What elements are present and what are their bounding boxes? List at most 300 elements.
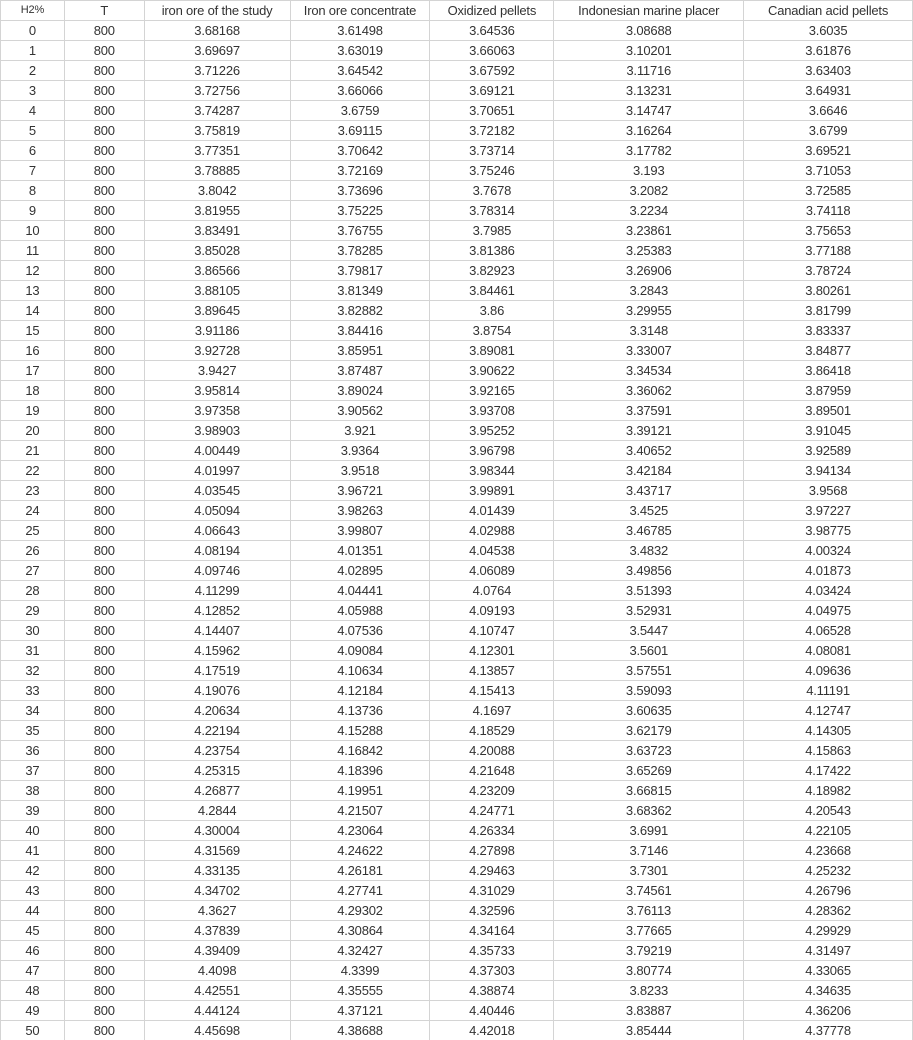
table-cell[interactable]: 800: [64, 581, 144, 601]
table-cell[interactable]: 49: [1, 1001, 65, 1021]
table-cell[interactable]: 4.32427: [290, 941, 430, 961]
table-cell[interactable]: 3.75819: [144, 121, 290, 141]
table-cell[interactable]: 3.52931: [554, 601, 744, 621]
table-cell[interactable]: 800: [64, 741, 144, 761]
table-cell[interactable]: 5: [1, 121, 65, 141]
table-cell[interactable]: 3.7301: [554, 861, 744, 881]
table-cell[interactable]: 4.16842: [290, 741, 430, 761]
table-cell[interactable]: 48: [1, 981, 65, 1001]
table-cell[interactable]: 3.86: [430, 301, 554, 321]
table-cell[interactable]: 3.93708: [430, 401, 554, 421]
table-cell[interactable]: 19: [1, 401, 65, 421]
table-cell[interactable]: 4.37121: [290, 1001, 430, 1021]
table-cell[interactable]: 800: [64, 441, 144, 461]
table-cell[interactable]: 4.15413: [430, 681, 554, 701]
table-cell[interactable]: 800: [64, 681, 144, 701]
table-cell[interactable]: 4.08194: [144, 541, 290, 561]
table-cell[interactable]: 800: [64, 241, 144, 261]
table-cell[interactable]: 4.23668: [744, 841, 913, 861]
table-cell[interactable]: 4.2844: [144, 801, 290, 821]
table-cell[interactable]: 800: [64, 521, 144, 541]
table-cell[interactable]: 3.14747: [554, 101, 744, 121]
table-cell[interactable]: 10: [1, 221, 65, 241]
table-cell[interactable]: 3.67592: [430, 61, 554, 81]
table-cell[interactable]: 3.34534: [554, 361, 744, 381]
table-cell[interactable]: 3.94134: [744, 461, 913, 481]
table-cell[interactable]: 4.18529: [430, 721, 554, 741]
table-cell[interactable]: 800: [64, 121, 144, 141]
table-cell[interactable]: 3.10201: [554, 41, 744, 61]
table-cell[interactable]: 800: [64, 381, 144, 401]
table-cell[interactable]: 800: [64, 281, 144, 301]
table-cell[interactable]: 47: [1, 961, 65, 981]
table-cell[interactable]: 4.02895: [290, 561, 430, 581]
table-cell[interactable]: 3.72182: [430, 121, 554, 141]
table-cell[interactable]: 800: [64, 361, 144, 381]
table-cell[interactable]: 3.74287: [144, 101, 290, 121]
table-cell[interactable]: 38: [1, 781, 65, 801]
table-cell[interactable]: 3.51393: [554, 581, 744, 601]
table-cell[interactable]: 41: [1, 841, 65, 861]
table-cell[interactable]: 4.18396: [290, 761, 430, 781]
table-cell[interactable]: 3.61876: [744, 41, 913, 61]
table-cell[interactable]: 4.29302: [290, 901, 430, 921]
table-cell[interactable]: 3.79219: [554, 941, 744, 961]
table-cell[interactable]: 3.71053: [744, 161, 913, 181]
table-cell[interactable]: 4.39409: [144, 941, 290, 961]
table-cell[interactable]: 27: [1, 561, 65, 581]
table-cell[interactable]: 800: [64, 881, 144, 901]
table-cell[interactable]: 4.24771: [430, 801, 554, 821]
table-cell[interactable]: 22: [1, 461, 65, 481]
table-cell[interactable]: 3.72756: [144, 81, 290, 101]
table-cell[interactable]: 3.97358: [144, 401, 290, 421]
table-cell[interactable]: 4.01351: [290, 541, 430, 561]
header-cell-iron-ore-of-study[interactable]: iron ore of the study: [144, 1, 290, 21]
table-cell[interactable]: 3.7985: [430, 221, 554, 241]
table-cell[interactable]: 20: [1, 421, 65, 441]
table-cell[interactable]: 3.81955: [144, 201, 290, 221]
table-cell[interactable]: 40: [1, 821, 65, 841]
table-cell[interactable]: 3.79817: [290, 261, 430, 281]
table-cell[interactable]: 3.08688: [554, 21, 744, 41]
table-cell[interactable]: 800: [64, 621, 144, 641]
table-cell[interactable]: 3.11716: [554, 61, 744, 81]
table-cell[interactable]: 4.02988: [430, 521, 554, 541]
table-cell[interactable]: 3.63019: [290, 41, 430, 61]
table-cell[interactable]: 3.90622: [430, 361, 554, 381]
table-cell[interactable]: 3.69697: [144, 41, 290, 61]
table-cell[interactable]: 4.06528: [744, 621, 913, 641]
table-cell[interactable]: 4.45698: [144, 1021, 290, 1040]
table-cell[interactable]: 4.17519: [144, 661, 290, 681]
table-cell[interactable]: 23: [1, 481, 65, 501]
table-cell[interactable]: 800: [64, 341, 144, 361]
table-cell[interactable]: 3.78885: [144, 161, 290, 181]
table-cell[interactable]: 4.42018: [430, 1021, 554, 1040]
table-cell[interactable]: 3.36062: [554, 381, 744, 401]
table-cell[interactable]: 3.96721: [290, 481, 430, 501]
table-cell[interactable]: 3.29955: [554, 301, 744, 321]
table-cell[interactable]: 3.80261: [744, 281, 913, 301]
table-cell[interactable]: 3.98775: [744, 521, 913, 541]
table-cell[interactable]: 3.77665: [554, 921, 744, 941]
table-cell[interactable]: 4.28362: [744, 901, 913, 921]
table-cell[interactable]: 3.70642: [290, 141, 430, 161]
table-cell[interactable]: 4.34635: [744, 981, 913, 1001]
table-cell[interactable]: 4.33065: [744, 961, 913, 981]
table-cell[interactable]: 4.42551: [144, 981, 290, 1001]
table-cell[interactable]: 4.32596: [430, 901, 554, 921]
table-cell[interactable]: 39: [1, 801, 65, 821]
table-cell[interactable]: 4.20634: [144, 701, 290, 721]
table-cell[interactable]: 800: [64, 601, 144, 621]
table-cell[interactable]: 800: [64, 501, 144, 521]
table-cell[interactable]: 3.69121: [430, 81, 554, 101]
table-cell[interactable]: 7: [1, 161, 65, 181]
table-cell[interactable]: 3.99891: [430, 481, 554, 501]
table-cell[interactable]: 3.4832: [554, 541, 744, 561]
table-cell[interactable]: 3.42184: [554, 461, 744, 481]
table-cell[interactable]: 4.05988: [290, 601, 430, 621]
table-cell[interactable]: 3.78314: [430, 201, 554, 221]
table-cell[interactable]: 3.95814: [144, 381, 290, 401]
table-cell[interactable]: 3.9364: [290, 441, 430, 461]
table-cell[interactable]: 3.86566: [144, 261, 290, 281]
table-cell[interactable]: 800: [64, 941, 144, 961]
header-cell-h2[interactable]: H2%: [1, 1, 65, 21]
table-cell[interactable]: 800: [64, 981, 144, 1001]
header-cell-oxidized-pellets[interactable]: Oxidized pellets: [430, 1, 554, 21]
table-cell[interactable]: 4.27898: [430, 841, 554, 861]
table-cell[interactable]: 4.03545: [144, 481, 290, 501]
table-cell[interactable]: 4.06643: [144, 521, 290, 541]
table-cell[interactable]: 3.63723: [554, 741, 744, 761]
table-cell[interactable]: 4.40446: [430, 1001, 554, 1021]
table-cell[interactable]: 3.76113: [554, 901, 744, 921]
table-cell[interactable]: 46: [1, 941, 65, 961]
table-cell[interactable]: 3.33007: [554, 341, 744, 361]
table-cell[interactable]: 3.90562: [290, 401, 430, 421]
table-cell[interactable]: 3.5447: [554, 621, 744, 641]
table-cell[interactable]: 3.63403: [744, 61, 913, 81]
table-cell[interactable]: 43: [1, 881, 65, 901]
table-cell[interactable]: 36: [1, 741, 65, 761]
table-cell[interactable]: 800: [64, 161, 144, 181]
table-cell[interactable]: 800: [64, 541, 144, 561]
table-cell[interactable]: 13: [1, 281, 65, 301]
table-cell[interactable]: 800: [64, 261, 144, 281]
table-cell[interactable]: 4.04975: [744, 601, 913, 621]
table-cell[interactable]: 14: [1, 301, 65, 321]
table-cell[interactable]: 4.15962: [144, 641, 290, 661]
table-cell[interactable]: 3.62179: [554, 721, 744, 741]
table-cell[interactable]: 0: [1, 21, 65, 41]
table-cell[interactable]: 4.18982: [744, 781, 913, 801]
table-cell[interactable]: 4.30864: [290, 921, 430, 941]
table-cell[interactable]: 4.37839: [144, 921, 290, 941]
table-cell[interactable]: 4.0764: [430, 581, 554, 601]
table-cell[interactable]: 3.65269: [554, 761, 744, 781]
table-cell[interactable]: 3.98903: [144, 421, 290, 441]
table-cell[interactable]: 4.01439: [430, 501, 554, 521]
table-cell[interactable]: 4.03424: [744, 581, 913, 601]
table-cell[interactable]: 4.37778: [744, 1021, 913, 1040]
table-cell[interactable]: 800: [64, 841, 144, 861]
table-cell[interactable]: 4.11191: [744, 681, 913, 701]
table-cell[interactable]: 4.13736: [290, 701, 430, 721]
table-cell[interactable]: 3.37591: [554, 401, 744, 421]
table-cell[interactable]: 800: [64, 81, 144, 101]
table-cell[interactable]: 800: [64, 661, 144, 681]
table-cell[interactable]: 3.97227: [744, 501, 913, 521]
table-cell[interactable]: 3.92165: [430, 381, 554, 401]
table-cell[interactable]: 4.38688: [290, 1021, 430, 1040]
table-cell[interactable]: 17: [1, 361, 65, 381]
table-cell[interactable]: 3.7146: [554, 841, 744, 861]
table-cell[interactable]: 4.00324: [744, 541, 913, 561]
table-cell[interactable]: 4.31569: [144, 841, 290, 861]
table-cell[interactable]: 4.06089: [430, 561, 554, 581]
table-cell[interactable]: 3.9427: [144, 361, 290, 381]
table-cell[interactable]: 3.66066: [290, 81, 430, 101]
table-cell[interactable]: 800: [64, 41, 144, 61]
table-cell[interactable]: 3.91045: [744, 421, 913, 441]
table-cell[interactable]: 3.87487: [290, 361, 430, 381]
table-cell[interactable]: 3.86418: [744, 361, 913, 381]
header-cell-canadian-acid-pellets[interactable]: Canadian acid pellets: [744, 1, 913, 21]
table-cell[interactable]: 3.75653: [744, 221, 913, 241]
table-cell[interactable]: 26: [1, 541, 65, 561]
table-cell[interactable]: 3.70651: [430, 101, 554, 121]
table-cell[interactable]: 35: [1, 721, 65, 741]
table-cell[interactable]: 3.17782: [554, 141, 744, 161]
table-cell[interactable]: 800: [64, 221, 144, 241]
table-cell[interactable]: 3.6646: [744, 101, 913, 121]
table-cell[interactable]: 4.23754: [144, 741, 290, 761]
table-cell[interactable]: 4.26796: [744, 881, 913, 901]
table-cell[interactable]: 800: [64, 781, 144, 801]
table-cell[interactable]: 3.8233: [554, 981, 744, 1001]
table-cell[interactable]: 50: [1, 1021, 65, 1040]
table-cell[interactable]: 4.35555: [290, 981, 430, 1001]
table-cell[interactable]: 3.46785: [554, 521, 744, 541]
table-cell[interactable]: 4.14305: [744, 721, 913, 741]
table-cell[interactable]: 3.64536: [430, 21, 554, 41]
table-cell[interactable]: 3.8042: [144, 181, 290, 201]
table-cell[interactable]: 29: [1, 601, 65, 621]
table-cell[interactable]: 4.23064: [290, 821, 430, 841]
table-cell[interactable]: 4.04538: [430, 541, 554, 561]
table-cell[interactable]: 4.19076: [144, 681, 290, 701]
table-cell[interactable]: 3.25383: [554, 241, 744, 261]
table-cell[interactable]: 45: [1, 921, 65, 941]
table-cell[interactable]: 3.80774: [554, 961, 744, 981]
table-cell[interactable]: 28: [1, 581, 65, 601]
table-cell[interactable]: 4.37303: [430, 961, 554, 981]
table-cell[interactable]: 3.85951: [290, 341, 430, 361]
table-cell[interactable]: 4.29929: [744, 921, 913, 941]
table-cell[interactable]: 4.04441: [290, 581, 430, 601]
table-cell[interactable]: 3.81349: [290, 281, 430, 301]
table-cell[interactable]: 4.25315: [144, 761, 290, 781]
table-cell[interactable]: 3.2843: [554, 281, 744, 301]
table-cell[interactable]: 800: [64, 201, 144, 221]
table-cell[interactable]: 4.15863: [744, 741, 913, 761]
table-cell[interactable]: 4.36206: [744, 1001, 913, 1021]
table-cell[interactable]: 800: [64, 421, 144, 441]
table-cell[interactable]: 3.60635: [554, 701, 744, 721]
table-cell[interactable]: 4.21507: [290, 801, 430, 821]
table-cell[interactable]: 4.08081: [744, 641, 913, 661]
table-cell[interactable]: 800: [64, 1021, 144, 1040]
table-cell[interactable]: 4.10634: [290, 661, 430, 681]
table-cell[interactable]: 3.6035: [744, 21, 913, 41]
table-cell[interactable]: 4.12184: [290, 681, 430, 701]
table-cell[interactable]: 25: [1, 521, 65, 541]
table-cell[interactable]: 800: [64, 21, 144, 41]
table-cell[interactable]: 3.81386: [430, 241, 554, 261]
table-cell[interactable]: 4.01873: [744, 561, 913, 581]
table-cell[interactable]: 3.92728: [144, 341, 290, 361]
table-cell[interactable]: 3.43717: [554, 481, 744, 501]
table-cell[interactable]: 18: [1, 381, 65, 401]
table-cell[interactable]: 3.57551: [554, 661, 744, 681]
table-cell[interactable]: 4.25232: [744, 861, 913, 881]
table-cell[interactable]: 800: [64, 721, 144, 741]
table-cell[interactable]: 42: [1, 861, 65, 881]
table-cell[interactable]: 800: [64, 101, 144, 121]
table-cell[interactable]: 800: [64, 921, 144, 941]
table-cell[interactable]: 4.09084: [290, 641, 430, 661]
table-cell[interactable]: 33: [1, 681, 65, 701]
table-cell[interactable]: 3.2234: [554, 201, 744, 221]
table-cell[interactable]: 4.05094: [144, 501, 290, 521]
table-cell[interactable]: 4.35733: [430, 941, 554, 961]
table-cell[interactable]: 3.5601: [554, 641, 744, 661]
table-cell[interactable]: 4.12301: [430, 641, 554, 661]
table-cell[interactable]: 4.1697: [430, 701, 554, 721]
table-cell[interactable]: 3.77351: [144, 141, 290, 161]
table-cell[interactable]: 3.3148: [554, 321, 744, 341]
table-cell[interactable]: 9: [1, 201, 65, 221]
table-cell[interactable]: 4.12747: [744, 701, 913, 721]
table-cell[interactable]: 4.31497: [744, 941, 913, 961]
table-cell[interactable]: 3.96798: [430, 441, 554, 461]
table-cell[interactable]: 800: [64, 641, 144, 661]
table-cell[interactable]: 4.26877: [144, 781, 290, 801]
table-cell[interactable]: 4.27741: [290, 881, 430, 901]
table-cell[interactable]: 3.921: [290, 421, 430, 441]
table-cell[interactable]: 3.6799: [744, 121, 913, 141]
header-cell-iron-ore-concentrate[interactable]: Iron ore concentrate: [290, 1, 430, 21]
table-cell[interactable]: 3.6759: [290, 101, 430, 121]
table-cell[interactable]: 800: [64, 821, 144, 841]
table-cell[interactable]: 3.68168: [144, 21, 290, 41]
table-cell[interactable]: 4.29463: [430, 861, 554, 881]
table-cell[interactable]: 3.91186: [144, 321, 290, 341]
table-cell[interactable]: 4.44124: [144, 1001, 290, 1021]
table-cell[interactable]: 3.23861: [554, 221, 744, 241]
table-cell[interactable]: 800: [64, 401, 144, 421]
table-cell[interactable]: 800: [64, 901, 144, 921]
table-cell[interactable]: 3.85444: [554, 1021, 744, 1040]
table-cell[interactable]: 44: [1, 901, 65, 921]
table-cell[interactable]: 3.59093: [554, 681, 744, 701]
table-cell[interactable]: 2: [1, 61, 65, 81]
table-cell[interactable]: 4.33135: [144, 861, 290, 881]
table-cell[interactable]: 3.89024: [290, 381, 430, 401]
table-cell[interactable]: 3.82923: [430, 261, 554, 281]
table-cell[interactable]: 4.26181: [290, 861, 430, 881]
table-cell[interactable]: 3.73696: [290, 181, 430, 201]
table-cell[interactable]: 3.69521: [744, 141, 913, 161]
table-cell[interactable]: 4.21648: [430, 761, 554, 781]
table-cell[interactable]: 4.09746: [144, 561, 290, 581]
table-cell[interactable]: 3.85028: [144, 241, 290, 261]
table-cell[interactable]: 800: [64, 301, 144, 321]
table-cell[interactable]: 4.23209: [430, 781, 554, 801]
table-cell[interactable]: 4.17422: [744, 761, 913, 781]
table-cell[interactable]: 4.30004: [144, 821, 290, 841]
table-cell[interactable]: 3.72585: [744, 181, 913, 201]
table-cell[interactable]: 15: [1, 321, 65, 341]
table-cell[interactable]: 4.26334: [430, 821, 554, 841]
table-cell[interactable]: 3.26906: [554, 261, 744, 281]
table-cell[interactable]: 3.66815: [554, 781, 744, 801]
table-cell[interactable]: 12: [1, 261, 65, 281]
table-cell[interactable]: 24: [1, 501, 65, 521]
table-cell[interactable]: 3.89645: [144, 301, 290, 321]
table-cell[interactable]: 3.40652: [554, 441, 744, 461]
table-cell[interactable]: 800: [64, 461, 144, 481]
table-cell[interactable]: 4.31029: [430, 881, 554, 901]
table-cell[interactable]: 4.00449: [144, 441, 290, 461]
table-cell[interactable]: 3.99807: [290, 521, 430, 541]
table-cell[interactable]: 8: [1, 181, 65, 201]
table-cell[interactable]: 3.64542: [290, 61, 430, 81]
table-cell[interactable]: 3.81799: [744, 301, 913, 321]
table-cell[interactable]: 3.98263: [290, 501, 430, 521]
table-cell[interactable]: 3.193: [554, 161, 744, 181]
table-cell[interactable]: 3.71226: [144, 61, 290, 81]
table-cell[interactable]: 32: [1, 661, 65, 681]
table-cell[interactable]: 3.89501: [744, 401, 913, 421]
table-cell[interactable]: 4.34164: [430, 921, 554, 941]
table-cell[interactable]: 3.84877: [744, 341, 913, 361]
table-cell[interactable]: 800: [64, 481, 144, 501]
table-cell[interactable]: 800: [64, 801, 144, 821]
table-cell[interactable]: 34: [1, 701, 65, 721]
table-cell[interactable]: 4.20543: [744, 801, 913, 821]
table-cell[interactable]: 3.92589: [744, 441, 913, 461]
table-cell[interactable]: 4.20088: [430, 741, 554, 761]
table-cell[interactable]: 800: [64, 561, 144, 581]
table-cell[interactable]: 4.01997: [144, 461, 290, 481]
table-cell[interactable]: 6: [1, 141, 65, 161]
table-cell[interactable]: 3.83491: [144, 221, 290, 241]
header-cell-t[interactable]: T: [64, 1, 144, 21]
table-cell[interactable]: 3.98344: [430, 461, 554, 481]
table-cell[interactable]: 4.15288: [290, 721, 430, 741]
table-cell[interactable]: 800: [64, 1001, 144, 1021]
table-cell[interactable]: 3.9568: [744, 481, 913, 501]
table-cell[interactable]: 4.13857: [430, 661, 554, 681]
table-cell[interactable]: 3.95252: [430, 421, 554, 441]
table-cell[interactable]: 11: [1, 241, 65, 261]
table-cell[interactable]: 4.34702: [144, 881, 290, 901]
table-cell[interactable]: 3.7678: [430, 181, 554, 201]
